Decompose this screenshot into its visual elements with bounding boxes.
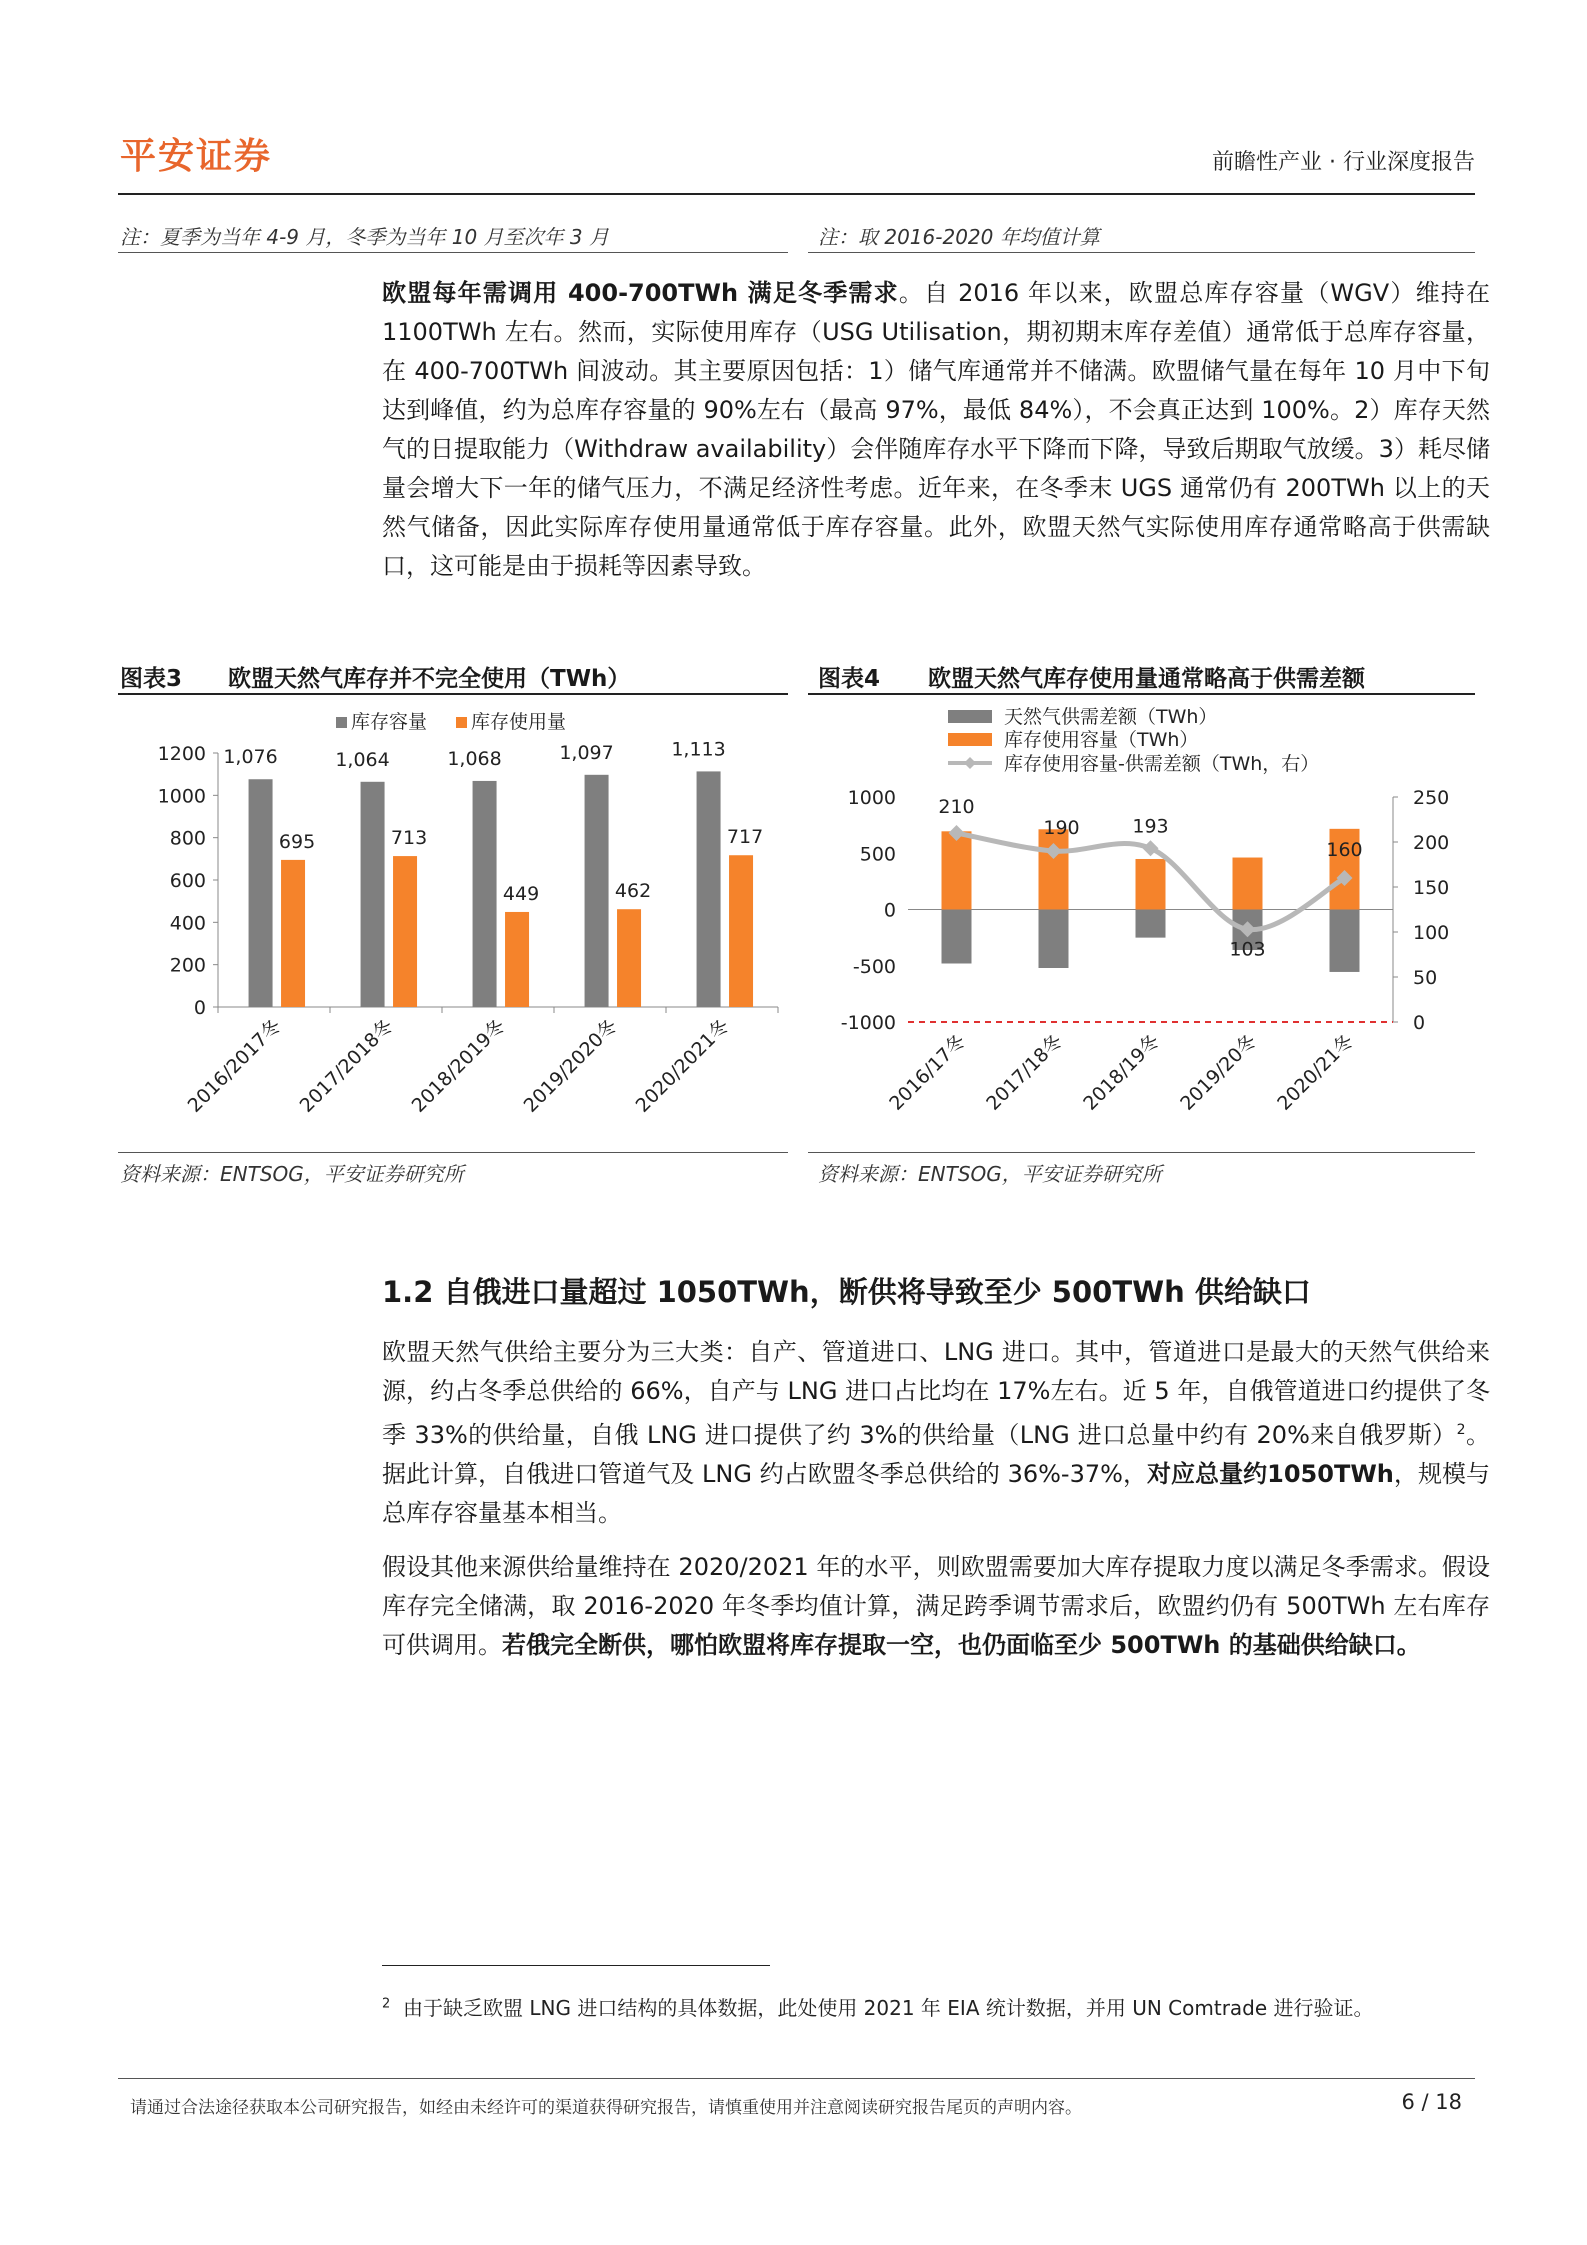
fig3-label: 图表3 [120,666,183,692]
company-logo: 平安证券 [120,136,273,177]
footnote-ref[interactable]: 2 [1456,1422,1466,1438]
fig4-source: 资料来源：ENTSOG，平安证券研究所 [818,1162,1162,1186]
note-right: 注：取 2016-2020 年均值计算 [818,225,1100,249]
y-tick-label: 200 [169,954,206,977]
y-tick-label: 0 [193,997,206,1019]
x-tick-label: 2016/2017冬 [183,1014,286,1117]
y-tick-label: 1200 [157,743,206,765]
y-tick-label: 600 [169,870,206,892]
paragraph-supply-text: 欧盟天然气供给主要分为三大类：自产、管道进口、LNG 进口。其中，管道进口是最大的天然气供给来源，约占冬季总供给的 66%，自产与 LNG 进口占比均在 17%左右。近 5 年，自俄管道进口约提供了冬季 33%的供给量，自俄 LNG 进口提供了约 3%的供给量（LNG 进口总量中约有 20%来自俄罗斯） [382,1338,1490,1449]
note-left-divider [118,252,788,253]
x-tick-label: 2018/19冬 [1079,1029,1165,1115]
legend-marker [964,757,976,769]
right-tick-label: 50 [1413,967,1438,989]
bar-gap [942,910,972,964]
paragraph-gap [382,1548,1490,1665]
footer-disclaimer: 请通过合法途径获取本公司研究报告，如经由未经许可的渠道获得研究报告，请慎重使用并注意阅读研究报告尾页的声明内容。 [130,2098,1082,2118]
footer-divider [118,2078,1475,2079]
legend-swatch-gap [948,710,992,723]
legend-swatch [456,717,467,728]
left-tick-label: -500 [852,955,896,978]
note-right-divider [808,252,1475,253]
legend-swatch-usage [948,733,992,746]
data-label: 1,113 [671,738,726,761]
report-type: 前瞻性产业 · 行业深度报告 [1212,150,1475,175]
bar-usage [1136,859,1166,910]
x-tick-label: 2019/20冬 [1176,1029,1262,1115]
footnote-text: 由于缺乏欧盟 LNG 进口结构的具体数据，此处使用 2021 年 EIA 统计数据，并用 UN Comtrade 进行验证。 [403,1996,1374,2020]
data-label: 695 [278,830,316,853]
footnote-number: 2 [382,1996,391,2012]
x-tick-label: 2018/2019冬 [407,1014,510,1117]
note-left: 注：夏季为当年 4-9 月，冬季为当年 10 月至次年 3 月 [120,225,609,249]
legend-label: 天然气供需差额（TWh） [1004,706,1218,728]
right-tick-label: 200 [1413,832,1450,854]
data-label: 193 [1132,815,1169,838]
paragraph-gap-text: 假设其他来源供给量维持在 2020/2021 年的水平，则欧盟需要加大库存提取力度以满足冬季需求。假设库存完全储满，取 2016-2020 年冬季均值计算，满足跨季调节需求后，欧盟约仍有 500TWh 左右库存可供调用。 [382,1553,1490,1659]
bar-usage [1039,829,1069,909]
x-tick-label: 2017/2018冬 [295,1014,398,1117]
right-tick-label: 250 [1413,787,1450,809]
data-label: 103 [1229,938,1266,961]
left-tick-label: 1000 [847,787,896,809]
bar-gap [1330,910,1360,972]
bar-gap [1039,910,1069,969]
left-tick-label: -1000 [840,1012,896,1034]
bar-capacity [585,775,609,1007]
x-tick-label: 2017/18冬 [982,1029,1068,1115]
x-tick-label: 2020/21冬 [1273,1029,1359,1115]
fig4-chart [808,700,1476,1150]
fig4-top-rule [808,693,1475,695]
data-label: 190 [1043,817,1080,839]
fig4-title: 欧盟天然气库存使用量通常略高于供需差额 [928,666,1365,692]
data-label: 1,097 [559,741,614,764]
paragraph-supply-text2: 。据此计算，自俄进口管道气及 LNG 约占欧盟冬季总供给的 36%-37%， [382,1421,1490,1488]
bar-usage [281,860,305,1007]
bar-gap [1136,910,1166,938]
footnote [382,1992,1374,2021]
bar-usage [617,909,641,1007]
bar-capacity [697,771,721,1007]
paragraph-storage-lead: 欧盟每年需调用 400-700TWh 满足冬季需求 [382,279,899,307]
paragraph-storage [382,274,1490,586]
y-tick-label: 800 [169,827,206,850]
legend-label: 库存使用容量（TWh） [1004,729,1199,751]
legend-swatch [336,717,347,728]
bar-capacity [473,781,497,1007]
data-label: 713 [390,827,428,850]
paragraph-supply [382,1333,1490,1533]
x-tick-label: 2019/2020冬 [519,1014,622,1117]
data-label: 210 [938,796,975,818]
left-tick-label: 0 [883,899,896,922]
bar-usage [729,855,753,1007]
fig3-source: 资料来源：ENTSOG，平安证券研究所 [120,1162,464,1186]
page-number: 6 / 18 [1401,2090,1462,2114]
paragraph-supply-text3: ，规模与总库存容量基本相当。 [382,1460,1491,1527]
fig4-label: 图表4 [818,666,881,692]
fig3-top-rule [118,693,788,695]
bar-usage [393,856,417,1007]
bar-usage [1233,858,1263,910]
data-label: 1,076 [223,746,278,769]
data-label: 462 [614,880,652,903]
data-label: 1,064 [335,748,390,771]
y-tick-label: 1000 [157,785,206,808]
data-label: 1,068 [447,747,502,770]
legend-label: 库存容量 [351,711,428,733]
paragraph-storage-body: 。自 2016 年以来，欧盟总库存容量（WGV）维持在1100TWh 左右。然而，实际使用库存（USG Utilisation，期初期末库存差值）通常低于总库存容量，在 400-700TWh 间波动。其主要原因包括：1）储气库通常并不储满。欧盟储气量在每年 10 月中下旬达到峰值，约为总库存容量的 90%左右（最高 97%，最低 84%），不会真正达到 100%。2）库存天然气的日提取能力（Withdraw availability）会伴随库存水平下降而下降，导致后期取气放缓。3）耗尽储量会增大下一年的储气压力，不满足经济性考虑。近年来，在冬季末 UGS 通常仍有 200TWh 以上的天然气储备，因此实际库存使用量通常低于库存容量。此外，欧盟天然气实际使用库存通常略高于供需缺口，这可能是由于损耗等因素导致。 [382,279,1490,580]
bar-usage [505,912,529,1007]
bar-usage [942,831,972,909]
legend-label: 库存使用量 [471,711,567,733]
fig3-bottom-rule [118,1152,788,1153]
header-divider [118,193,1475,195]
x-tick-label: 2016/17冬 [885,1029,971,1115]
footnote-divider [382,1965,770,1966]
paragraph-gap-bold: 若俄完全断供，哪怕欧盟将库存提取一空，也仍面临至少 500TWh 的基础供给缺口。 [502,1631,1421,1659]
right-tick-label: 100 [1413,922,1450,944]
data-label: 160 [1326,839,1363,861]
paragraph-supply-bold: 对应总量约1050TWh [1147,1460,1394,1488]
bar-capacity [249,779,273,1007]
right-tick-label: 0 [1413,1012,1426,1034]
bar-capacity [361,782,385,1007]
left-tick-label: 500 [859,843,896,866]
section-title: 1.2 自俄进口量超过 1050TWh，断供将导致至少 500TWh 供给缺口 [382,1275,1311,1309]
y-tick-label: 400 [169,912,206,935]
x-tick-label: 2020/2021冬 [631,1014,734,1117]
fig3-chart [118,700,790,1150]
fig4-bottom-rule [808,1152,1475,1153]
legend-label: 库存使用容量-供需差额（TWh，右） [1004,753,1320,775]
right-tick-label: 150 [1413,877,1450,899]
data-label: 717 [726,826,764,849]
data-label: 449 [502,882,540,905]
fig3-title: 欧盟天然气库存并不完全使用（TWh） [228,666,631,692]
